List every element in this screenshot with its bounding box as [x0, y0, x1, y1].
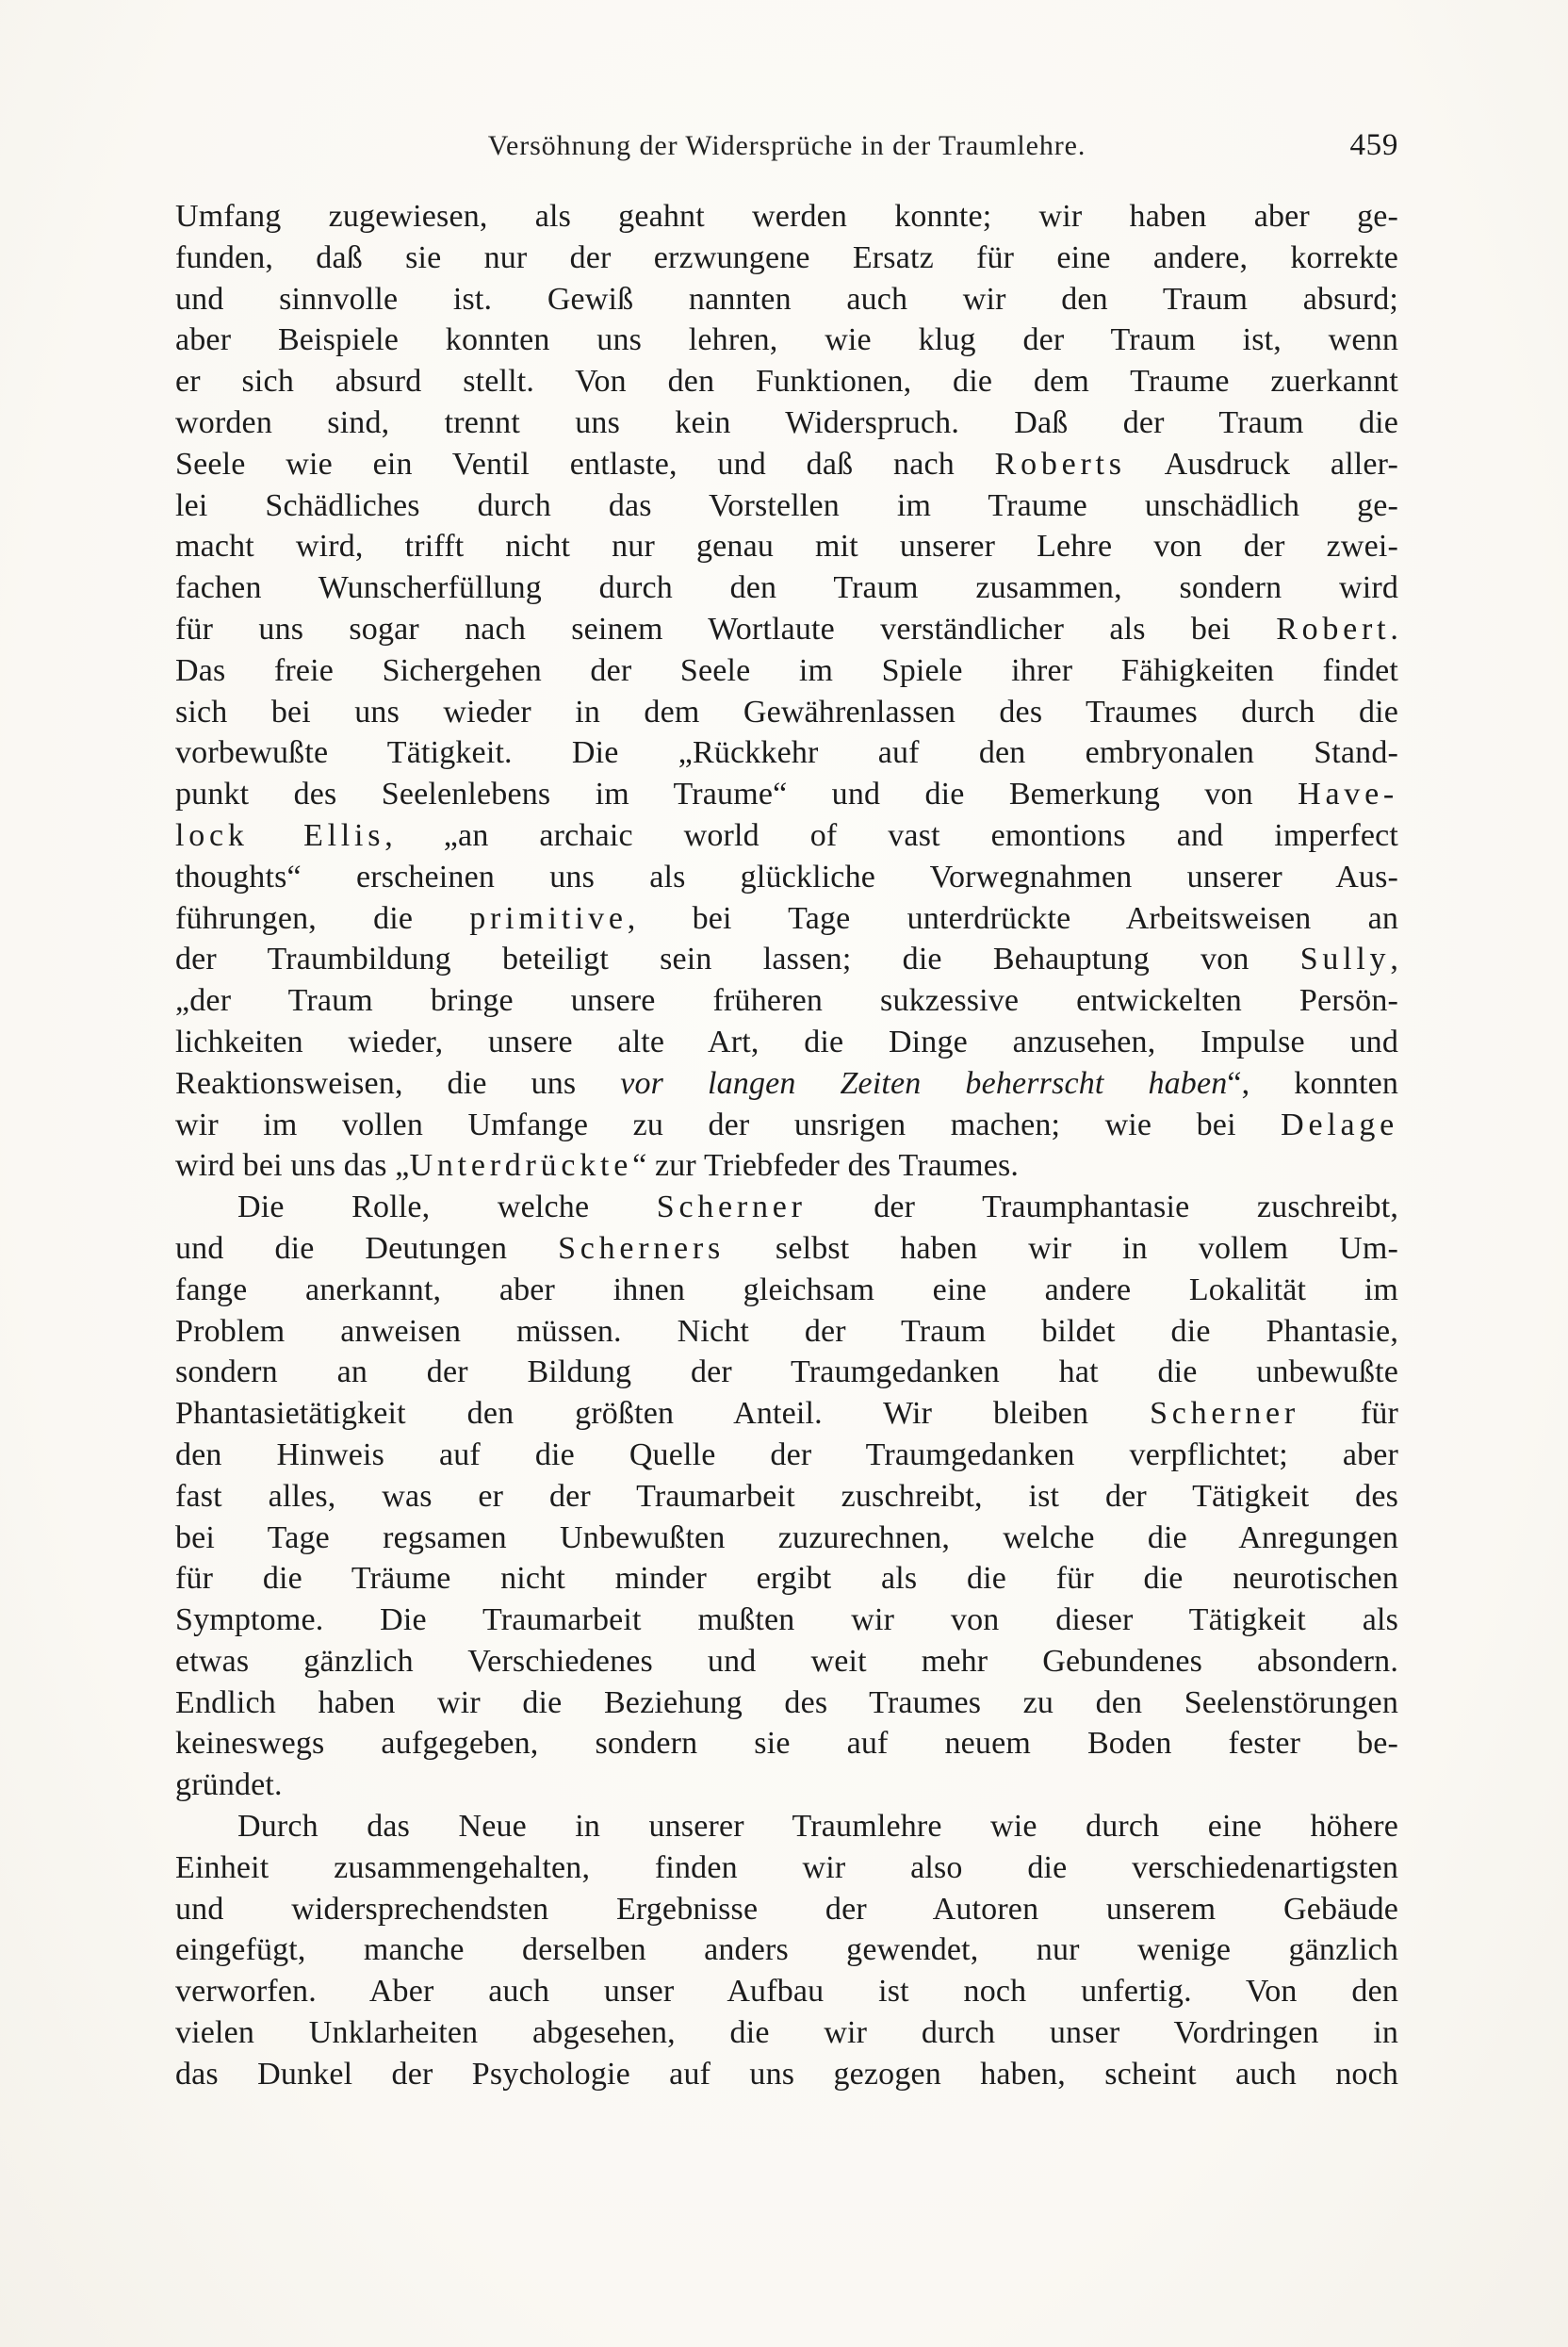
text-line	[175, 898, 1398, 940]
text-line	[175, 238, 1398, 279]
text-segment: Problem anweisen müssen. Nicht der Traum bildet die Phantasie,	[175, 1313, 1398, 1349]
emphasized-name: Scherners	[558, 1230, 725, 1266]
emphasized-name: Roberts	[994, 446, 1126, 482]
text-line	[175, 857, 1398, 898]
text-segment: funden, daß sie nur der erzwungene Ersatz für eine andere, korrekte	[175, 239, 1398, 275]
text-segment: wir im vollen Umfange zu der unsrigen machen; wie bei	[175, 1107, 1282, 1142]
text-line	[175, 320, 1398, 361]
page-body	[175, 196, 1398, 2095]
text-segment: Reaktionsweisen, die uns	[175, 1065, 621, 1101]
text-segment: thoughts“ erscheinen uns als glückliche Vorwegnahmen unserer Aus-	[175, 859, 1398, 894]
text-segment: das Dunkel der Psychologie auf uns gezogen haben, scheint auch noch	[175, 2056, 1398, 2092]
emphasized-name: Unterdrückte	[409, 1148, 633, 1184]
text-line	[175, 609, 1398, 650]
page-header	[175, 130, 1398, 168]
text-line	[175, 1518, 1398, 1559]
text-segment: etwas gänzlich Verschiedenes und weit mehr Gebundenes absondern.	[175, 1643, 1398, 1679]
text-segment: Durch das Neue in unserer Traumlehre wie durch eine höhere	[237, 1809, 1398, 1845]
text-segment: lei Schädliches durch das Vorstellen im Traume unschädlich ge-	[175, 487, 1398, 523]
text-line	[175, 1228, 1398, 1270]
text-line	[175, 1641, 1398, 1682]
text-line	[175, 1105, 1398, 1146]
text-segment: Die Rolle, welche	[237, 1190, 657, 1225]
text-line	[175, 1476, 1398, 1518]
text-line	[175, 1435, 1398, 1476]
text-segment: lichkeiten wieder, unsere alte Art, die Dinge anzusehen, Impulse und	[175, 1024, 1398, 1059]
text-segment: sondern an der Bildung der Traumgedanken hat die unbewußte	[175, 1354, 1398, 1390]
paragraph	[175, 1187, 1398, 1806]
text-segment: wird bei uns das „	[175, 1148, 410, 1184]
text-line	[175, 485, 1398, 527]
text-line	[175, 1393, 1398, 1435]
text-segment: und die Deutungen	[175, 1230, 559, 1266]
text-segment: “, konnten	[1227, 1065, 1398, 1101]
text-segment: vorbewußte Tätigkeit. Die „Rückkehr auf den embryonalen Stand-	[175, 735, 1398, 771]
running-title: Versöhnung der Widersprüche in der Traumlehre.	[487, 130, 1086, 161]
text-segment: selbst haben wir in vollem Um-	[724, 1230, 1398, 1266]
text-line	[175, 1311, 1398, 1353]
text-segment: , „an archaic world of vast emontions and imperfect	[384, 817, 1398, 853]
text-segment: Das freie Sichergehen der Seele im Spiele ihrer Fähigkeiten findet	[175, 652, 1398, 688]
text-line	[175, 1145, 1398, 1187]
text-segment: worden sind, trennt uns kein Widerspruch. Daß der Traum die	[175, 404, 1398, 440]
text-line	[175, 1352, 1398, 1393]
text-segment: fange anerkannt, aber ihnen gleichsam eine andere Lokalität im	[175, 1272, 1398, 1307]
text-line	[175, 1929, 1398, 1971]
text-segment: und widersprechendsten Ergebnisse der Autoren unserem Gebäude	[175, 1891, 1398, 1927]
text-line	[175, 402, 1398, 444]
text-segment: “ zur Triebfeder des Traumes.	[632, 1148, 1020, 1184]
text-line	[175, 1889, 1398, 1930]
text-segment: Seele wie ein Ventil entlaste, und daß nach	[175, 446, 995, 482]
text-segment: ,	[1390, 942, 1398, 977]
text-segment: fachen Wunscherfüllung durch den Traum zusammen, sondern wird	[175, 570, 1398, 606]
text-segment: vielen Unklarheiten abgesehen, die wir durch unser Vordringen in	[175, 2015, 1398, 2051]
text-segment: macht wird, trifft nicht nur genau mit unserer Lehre von der zwei-	[175, 529, 1398, 565]
text-line	[175, 650, 1398, 692]
text-segment: der Traumbildung beteiligt sein lassen; die Behauptung von	[175, 942, 1300, 977]
text-segment: Umfang zugewiesen, als geahnt werden konnte; wir haben aber ge-	[175, 199, 1398, 234]
text-line	[175, 815, 1398, 857]
italic-text: vor langen Zeiten beherrscht haben	[620, 1065, 1228, 1101]
text-line	[175, 1022, 1398, 1063]
text-line	[175, 939, 1398, 980]
text-segment: fast alles, was er der Traumarbeit zuschreibt, ist der Tätigkeit des	[175, 1478, 1398, 1514]
emphasized-name: Scherner	[1150, 1396, 1299, 1432]
text-line	[175, 1847, 1398, 1889]
text-line	[175, 1764, 1398, 1806]
text-segment: und sinnvolle ist. Gewiß nannten auch wir den Traum absurd;	[175, 281, 1398, 317]
text-line	[175, 361, 1398, 402]
emphasized-name: Sully	[1299, 942, 1391, 977]
emphasized-name: Robert	[1276, 611, 1391, 647]
text-segment: sich bei uns wieder in dem Gewährenlassen des Traumes durch die	[175, 694, 1398, 730]
text-segment: keineswegs aufgegeben, sondern sie auf neuem Boden fester be-	[175, 1726, 1398, 1762]
text-line	[175, 774, 1398, 815]
text-segment: für die Träume nicht minder ergibt als die für die neurotischen	[175, 1561, 1398, 1597]
text-line	[175, 526, 1398, 567]
paragraph	[175, 196, 1398, 1187]
text-segment: für uns sogar nach seinem Wortlaute verständlicher als bei	[175, 611, 1277, 647]
text-line	[175, 279, 1398, 320]
text-segment: der Traumphantasie zuschreibt,	[806, 1190, 1398, 1225]
text-line	[175, 1187, 1398, 1228]
emphasized-name: Scherner	[656, 1190, 807, 1225]
text-segment: den Hinweis auf die Quelle der Traumgedanken verpflichtet; aber	[175, 1436, 1398, 1472]
text-segment: „der Traum bringe unsere früheren sukzessive entwickelten Persön-	[175, 983, 1398, 1019]
text-segment: Einheit zusammengehalten, finden wir also die verschiedenartigsten	[175, 1849, 1398, 1885]
text-line	[175, 444, 1398, 485]
page-number: 459	[1349, 128, 1398, 162]
text-segment: aber Beispiele konnten uns lehren, wie klug der Traum ist, wenn	[175, 322, 1398, 358]
text-segment: punkt des Seelenlebens im Traume“ und die Bemerkung von	[175, 777, 1298, 812]
text-segment: , bei Tage unterdrückte Arbeitsweisen an	[627, 900, 1398, 936]
text-line	[175, 2012, 1398, 2054]
text-segment: für	[1298, 1396, 1399, 1432]
text-line	[175, 1558, 1398, 1600]
text-segment: .	[1390, 611, 1398, 647]
text-line	[175, 980, 1398, 1022]
text-line	[175, 567, 1398, 609]
text-line	[175, 196, 1398, 238]
emphasized-name: lock Ellis	[175, 817, 385, 853]
text-segment: bei Tage regsamen Unbewußten zuzurechnen, welche die Anregungen	[175, 1519, 1398, 1555]
paragraph	[175, 1806, 1398, 2095]
text-segment: Phantasietätigkeit den größten Anteil. Wir bleiben	[175, 1396, 1151, 1432]
text-segment: Endlich haben wir die Beziehung des Traumes zu den Seelenstörungen	[175, 1684, 1398, 1720]
text-line	[175, 1063, 1398, 1105]
text-segment: führungen, die	[175, 900, 470, 936]
text-segment: Symptome. Die Traumarbeit mußten wir von dieser Tätigkeit als	[175, 1602, 1398, 1638]
text-segment: gründet.	[175, 1767, 283, 1803]
text-segment: verworfen. Aber auch unser Aufbau ist noch unfertig. Von den	[175, 1974, 1398, 2010]
text-line	[175, 692, 1398, 733]
text-line	[175, 2054, 1398, 2095]
text-line	[175, 1270, 1398, 1311]
text-line	[175, 1723, 1398, 1764]
emphasized-name: primitive	[469, 900, 628, 936]
text-segment: eingefügt, manche derselben anders gewendet, nur wenige gänzlich	[175, 1932, 1398, 1968]
emphasized-name: Have-	[1298, 777, 1398, 812]
emphasized-name: Delage	[1281, 1107, 1398, 1142]
text-line	[175, 1806, 1398, 1847]
text-segment: Ausdruck aller-	[1125, 446, 1398, 482]
text-line	[175, 1971, 1398, 2012]
text-line	[175, 1682, 1398, 1724]
text-line	[175, 732, 1398, 774]
text-line	[175, 1600, 1398, 1641]
text-segment: er sich absurd stellt. Von den Funktionen, die dem Traume zuerkannt	[175, 364, 1398, 400]
